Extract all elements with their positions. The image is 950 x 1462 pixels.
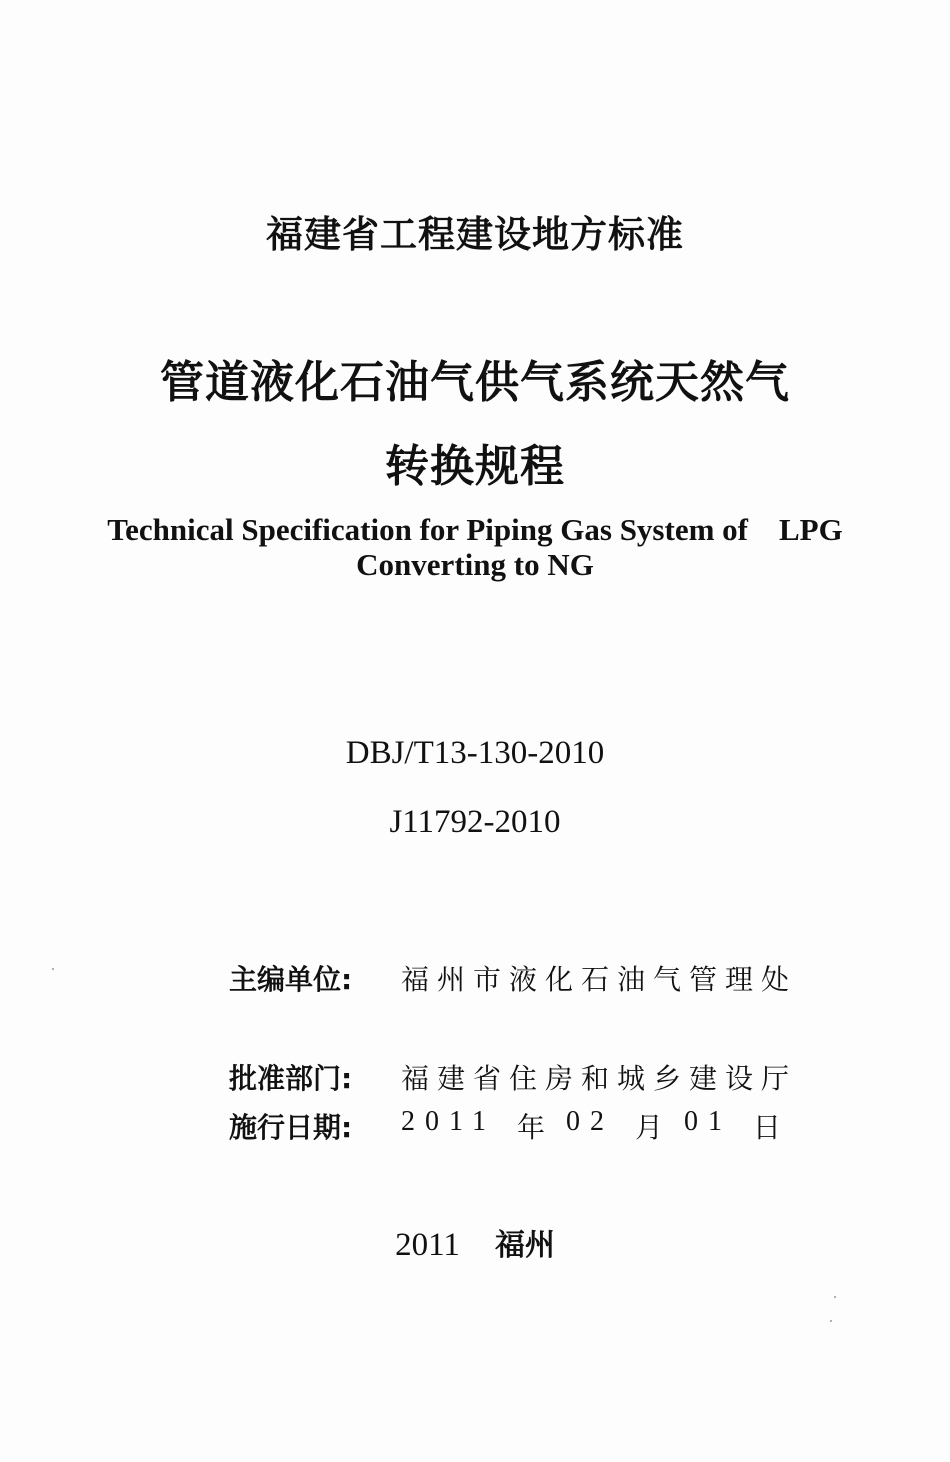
main-title-cn-line1: 管道液化石油气供气系统天然气 [160,357,790,408]
title-en-line1: Technical Specification for Piping Gas System of LPG [107,512,843,547]
effective-date-label: 施行日期: [229,1111,353,1144]
date-day: 01 [683,1106,732,1137]
date-month-unit: 月 [634,1111,663,1144]
title-en-line2: Converting to NG [356,547,594,582]
approver-value: 福建省住房和城乡建设厅 [401,1062,798,1095]
main-title-cn-line2: 转换规程 [385,441,565,492]
series-title: 福建省工程建设地方标准 [266,213,684,256]
footer-year: 2011 [395,1227,460,1263]
effective-date-value [401,1106,781,1146]
footer-city: 福州 [494,1228,555,1263]
scan-speck [834,1296,836,1298]
publication-footer [0,1220,950,1264]
date-day-unit: 日 [752,1111,781,1144]
record-number: J11792-2010 [389,804,561,840]
date-year: 2011 [401,1106,496,1137]
approver-label: 批准部门: [229,1062,353,1095]
scan-speck [52,968,54,970]
scan-speck [830,1320,832,1322]
standard-number: DBJ/T13-130-2010 [345,735,605,771]
editor-label: 主编单位: [229,963,353,996]
editor-value: 福州市液化石油气管理处 [401,963,798,996]
date-month: 02 [565,1106,614,1137]
date-year-unit: 年 [516,1111,545,1144]
